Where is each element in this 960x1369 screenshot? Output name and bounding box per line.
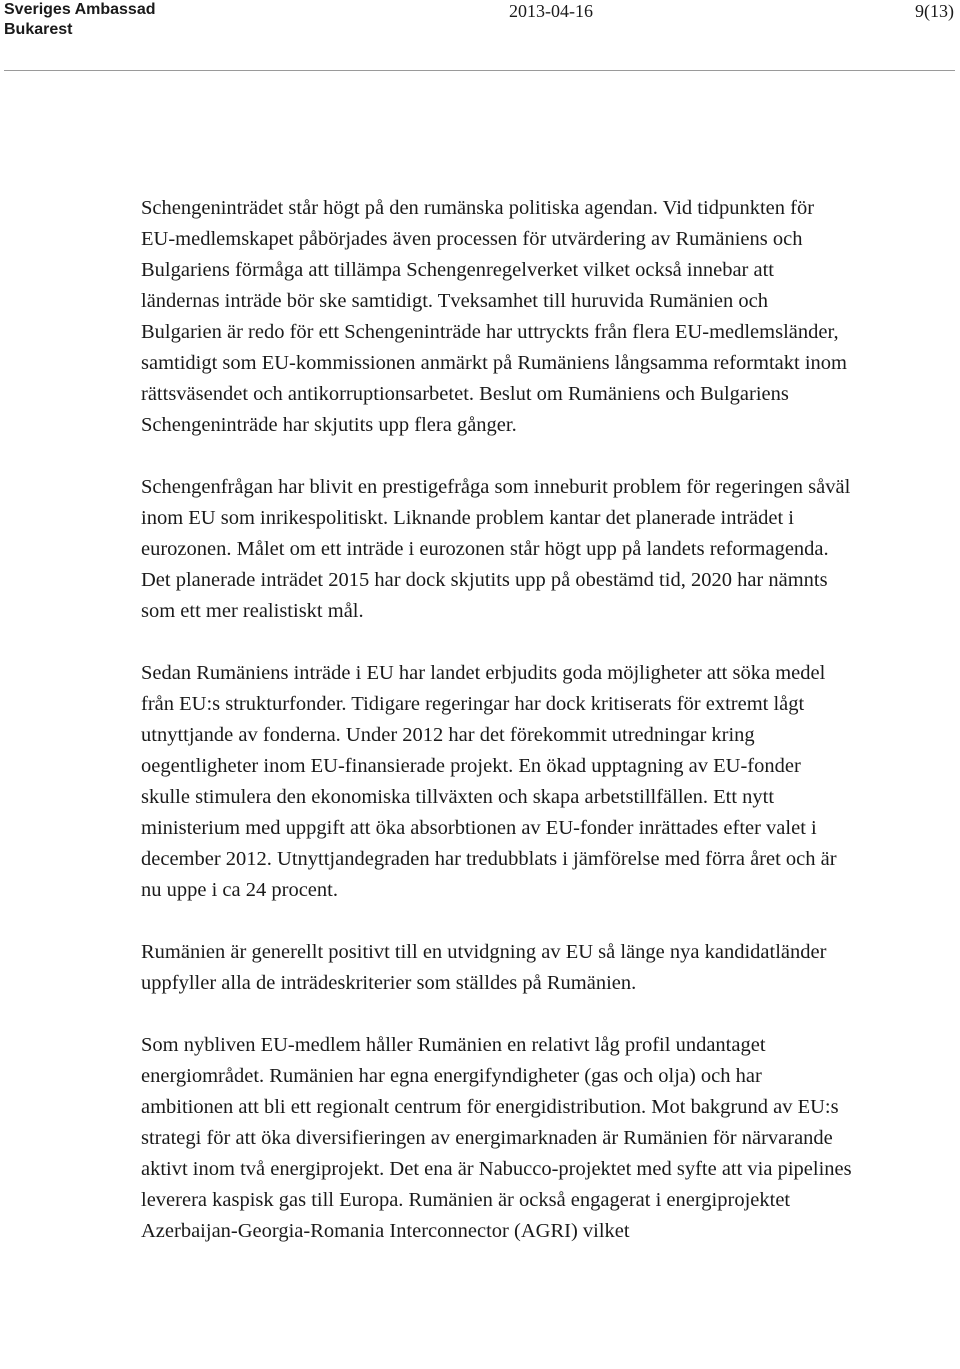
paragraph-enlargement: Rumänien är generellt positivt till en utvidgning av EU så länge nya kandidatländer uppfyller alla de inträdeskriterier som ställdes på Rumänien. xyxy=(141,941,827,994)
organization-city: Bukarest xyxy=(4,21,73,38)
document-date: 2013-04-16 xyxy=(509,1,593,21)
document-body xyxy=(141,193,853,1278)
organization-name: Sveriges Ambassad xyxy=(4,1,156,18)
page-header xyxy=(0,0,960,70)
header-divider xyxy=(4,70,955,71)
paragraph-prestige-eurozone: Schengenfrågan har blivit en prestigefråga som inneburit problem för regeringen såväl inom EU som inrikespolitiskt. Liknande problem kantar det planerade inträdet i eurozonen. Målet om ett inträde i eurozonen står högt upp på landets reformagenda. Det planerade inträdet 2015 har dock skjutits upp på obestämd tid, 2020 har nämnts som ett mer realistiskt mål. xyxy=(141,476,851,622)
paragraph-energy: Som nybliven EU-medlem håller Rumänien en relativt låg profil undantaget energiområdet. Rumänien har egna energifyndigheter (gas och olja) och har ambitionen att bli ett regionalt centrum för energidistribution. Mot bakgrund av EU:s strategi för att öka diversifieringen av energimarknaden är Rumänien för närvarande aktivt inom två energiprojekt. Det ena är Nabucco-projektet med syfte att via pipelines leverera kaspisk gas till Europa. Rumänien är också engagerat i energiprojektet Azerbaijan-Georgia-Romania Interconnector (AGRI) vilket xyxy=(141,1034,852,1242)
page-number: 9(13) xyxy=(915,1,954,21)
paragraph-schengen: Schengeninträdet står högt på den rumänska politiska agendan. Vid tidpunkten för EU-medlemskapet påbörjades även processen för utvärdering av Rumäniens och Bulgariens förmåga att tillämpa Schengenregelverket vilket också innebar att ländernas inträde bör ske samtidigt. Tveksamhet till huruvida Rumänien och Bulgarien är redo för ett Schengeninträde har uttryckts från flera EU-medlemsländer, samtidigt som EU-kommissionen anmärkt på Rumäniens långsamma reformtakt inom rättsväsendet och antikorruptionsarbetet. Beslut om Rumäniens och Bulgariens Schengeninträde har skjutits upp flera gånger. xyxy=(141,197,847,436)
paragraph-eu-funds: Sedan Rumäniens inträde i EU har landet erbjudits goda möjligheter att söka medel från EU:s strukturfonder. Tidigare regeringar har dock kritiserats för extremt lågt utnyttjande av fonderna. Under 2012 har det förekommit utredningar kring oegentligheter inom EU-finansierade projekt. En ökad upptagning av EU-fonder skulle stimulera den ekonomiska tillväxten och skapa arbetstillfällen. Ett nytt ministerium med uppgift att öka absorbtionen av EU-fonder inrättades efter valet i december 2012. Utnyttjandegraden har tredubblats i jämförelse med förra året och är nu uppe i ca 24 procent. xyxy=(141,662,837,901)
sender-organization xyxy=(4,0,155,40)
